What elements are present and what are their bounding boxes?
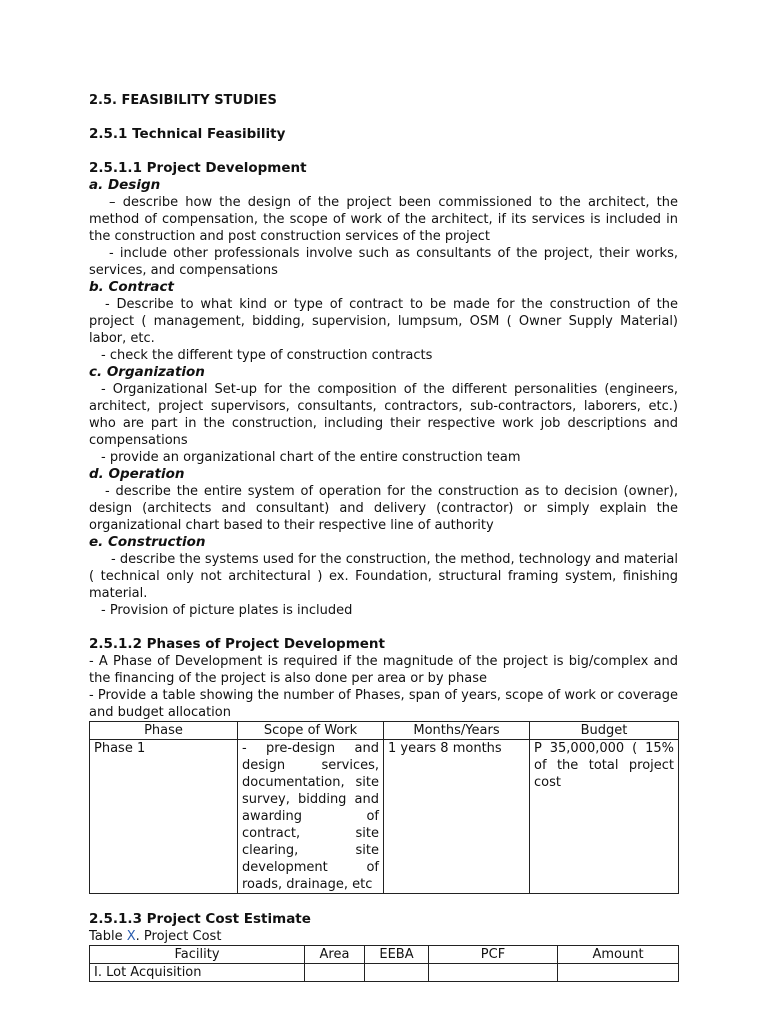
- cost-table-header: [90, 946, 679, 964]
- organization-heading: c. Organization: [89, 364, 205, 380]
- organization-paragraph-1: - Organizational Set-up for the composition of the different personalities (engineers, architect, project supervisors, consultants, contractors, sub-contractors, laborers, etc.) who are part in the construction, including their respective work job descriptions and compensations: [89, 382, 678, 448]
- column-header-scope: Scope of Work: [238, 722, 384, 740]
- section-title: 2.5. FEASIBILITY STUDIES: [89, 93, 277, 108]
- column-header-pcf: PCF: [429, 946, 558, 964]
- cost-estimate-title: 2.5.1.3 Project Cost Estimate: [89, 911, 311, 927]
- cost-table: [89, 945, 679, 982]
- phases-paragraph-2: - Provide a table showing the number of Phases, span of years, scope of work or coverage and budget allocation: [89, 688, 678, 720]
- design-paragraph-2: - include other professionals involve such as consultants of the project, their works, services, and compensations: [89, 246, 678, 278]
- operation-heading: d. Operation: [89, 466, 185, 482]
- column-header-facility: Facility: [90, 946, 305, 964]
- column-header-phase: Phase: [90, 722, 238, 740]
- cell-eeba: [365, 964, 429, 982]
- technical-feasibility-title: 2.5.1 Technical Feasibility: [89, 126, 286, 142]
- column-header-amount: Amount: [558, 946, 679, 964]
- column-header-duration: Months/Years: [384, 722, 530, 740]
- cell-pcf: [429, 964, 558, 982]
- caption-prefix: Table: [89, 929, 127, 944]
- caption-suffix: . Project Cost: [135, 929, 222, 944]
- construction-heading: e. Construction: [89, 534, 206, 550]
- column-header-budget: Budget: [530, 722, 679, 740]
- cell-duration: 1 years 8 months: [384, 740, 530, 894]
- contract-paragraph-2: - check the different type of construction contracts: [101, 348, 433, 363]
- phases-paragraph-1: - A Phase of Development is required if the magnitude of the project is big/complex and the financing of the project is also done per area or by phase: [89, 654, 678, 686]
- construction-paragraph-1: - describe the systems used for the construction, the method, technology and material ( technical only not architectural ) ex. Foundation, structural framing system, finishing material.: [89, 552, 678, 601]
- design-paragraph-1: – describe how the design of the project been commissioned to the architect, the method of compensation, the scope of work of the architect, if its services is included in the construction and post construction services of the project: [89, 195, 678, 244]
- column-header-eeba: EEBA: [365, 946, 429, 964]
- organization-paragraph-2: - provide an organizational chart of the entire construction team: [101, 450, 521, 465]
- phases-table-header: [90, 722, 679, 740]
- contract-paragraph-1: - Describe to what kind or type of contract to be made for the construction of the project ( management, bidding, supervision, lumpsum, OSM ( Owner Supply Material) labor, etc.: [89, 297, 678, 346]
- cell-area: [305, 964, 365, 982]
- phases-table: [89, 721, 679, 894]
- column-header-area: Area: [305, 946, 365, 964]
- table-row: [90, 964, 679, 982]
- document-page: [89, 92, 678, 982]
- cell-amount: [558, 964, 679, 982]
- table-row: [90, 740, 679, 894]
- phases-title: 2.5.1.2 Phases of Project Development: [89, 636, 385, 652]
- cell-phase: Phase 1: [90, 740, 238, 894]
- construction-paragraph-2: - Provision of picture plates is included: [101, 603, 353, 618]
- cell-facility: I. Lot Acquisition: [90, 964, 305, 982]
- project-development-title: 2.5.1.1 Project Development: [89, 160, 307, 176]
- cell-scope: - pre-design and design services, documentation, site survey, bidding and awarding of contract, site clearing, site development of roads, drainage, etc: [238, 740, 384, 894]
- design-heading: a. Design: [89, 177, 161, 193]
- contract-heading: b. Contract: [89, 279, 174, 295]
- caption-table-number: X: [126, 929, 136, 944]
- cost-table-caption: [89, 928, 678, 945]
- operation-paragraph-1: - describe the entire system of operation for the construction as to decision (owner), design (architects and consultant) and delivery (contractor) or simply explain the organizational chart based to their respective line of authority: [89, 484, 678, 533]
- cell-budget: P 35,000,000 ( 15% of the total project cost: [530, 740, 679, 894]
